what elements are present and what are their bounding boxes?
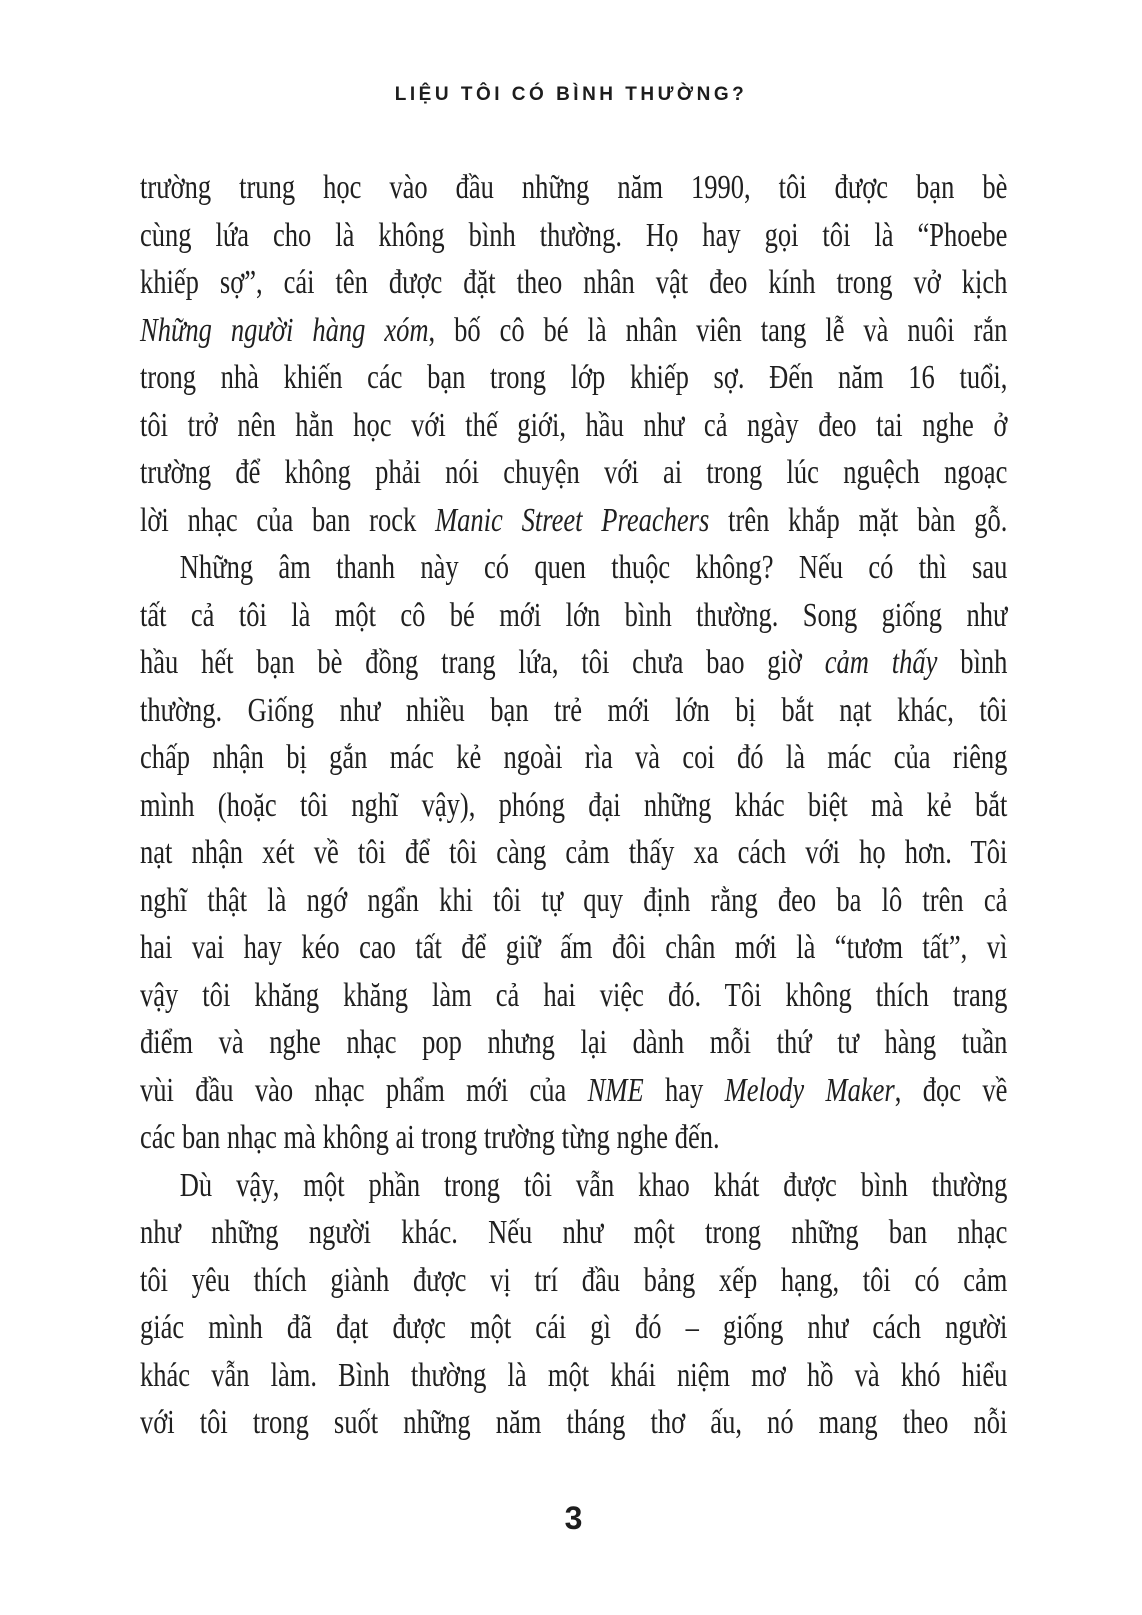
text-line: vậy tôi khăng khăng làm cả hai việc đó. Tôi không thích trang (140, 976, 1008, 1014)
text-line: khiếp sợ”, cái tên được đặt theo nhân vật đeo kính trong vở kịch (140, 264, 1008, 301)
text-line: mình (hoặc tôi nghĩ vậy), phóng đại những khác biệt mà kẻ bắt (140, 786, 1008, 824)
italic-phrase: Manic Street Preachers (435, 501, 710, 539)
body-text (140, 164, 1007, 1447)
text-line: trường trung học vào đầu những năm 1990, tôi được bạn bè (140, 169, 1008, 206)
text-line: lời nhạc của ban rock Manic Street Preachers trên khắp mặt bàn gỗ. (140, 501, 1008, 539)
italic-phrase: cảm thấy (824, 644, 938, 681)
text-line: điểm và nghe nhạc pop nhưng lại dành mỗi thứ tư hàng tuần (140, 1024, 1008, 1061)
page-number: 3 (564, 1500, 583, 1536)
text-line: như những người khác. Nếu như một trong những ban nhạc (140, 1214, 1008, 1251)
text-line: Những người hàng xóm, bố cô bé là nhân viên tang lễ và nuôi rắn (140, 311, 1008, 349)
running-header: LIỆU TÔI CÓ BÌNH THƯỜNG? (394, 84, 748, 105)
text-line: khác vẫn làm. Bình thường là một khái niệm mơ hồ và khó hiểu (140, 1356, 1008, 1394)
text-line: Dù vậy, một phần trong tôi vẫn khao khát được bình thường (179, 1166, 1008, 1204)
text-line: trong nhà khiến các bạn trong lớp khiếp sợ. Đến năm 16 tuổi, (140, 359, 1008, 396)
italic-phrase: Melody Maker (724, 1071, 895, 1109)
text-line: cùng lứa cho là không bình thường. Họ hay gọi tôi là “Phoebe (140, 216, 1008, 254)
text-line: nạt nhận xét về tôi để tôi càng cảm thấy xa cách với họ hơn. Tôi (140, 834, 1008, 871)
text-line: thường. Giống như nhiều bạn trẻ mới lớn bị bắt nạt khác, tôi (140, 691, 1008, 729)
text-line: tôi yêu thích giành được vị trí đầu bảng xếp hạng, tôi có cảm (140, 1261, 1008, 1299)
text-line: nghĩ thật là ngớ ngẩn khi tôi tự quy định rằng đeo ba lô trên cả (140, 881, 1008, 919)
text-line: với tôi trong suốt những năm tháng thơ ấu, nó mang theo nỗi (140, 1404, 1008, 1441)
text-line: các ban nhạc mà không ai trong trường từng nghe đến. (140, 1119, 720, 1156)
text-line: trường để không phải nói chuyện với ai trong lúc nguệch ngoạc (140, 454, 1008, 491)
italic-phrase: NME (587, 1071, 644, 1109)
text-line: tất cả tôi là một cô bé mới lớn bình thường. Song giống như (140, 596, 1008, 634)
text-line: vùi đầu vào nhạc phẩm mới của NME hay Melody Maker, đọc về (140, 1071, 1008, 1109)
text-line: tôi trở nên hằn học với thế giới, hầu như cả ngày đeo tai nghe ở (140, 406, 1008, 444)
italic-phrase: Những người hàng xóm (140, 311, 429, 349)
text-line: hai vai hay kéo cao tất để giữ ấm đôi chân mới là “tươm tất”, vì (140, 929, 1008, 966)
text-line: Những âm thanh này có quen thuộc không? Nếu có thì sau (179, 549, 1008, 586)
text-line: giác mình đã đạt được một cái gì đó – giống như cách người (140, 1309, 1008, 1346)
text-line: hầu hết bạn bè đồng trang lứa, tôi chưa bao giờ cảm thấy bình (140, 644, 1008, 681)
text-line: chấp nhận bị gắn mác kẻ ngoài rìa và coi đó là mác của riêng (140, 739, 1008, 776)
